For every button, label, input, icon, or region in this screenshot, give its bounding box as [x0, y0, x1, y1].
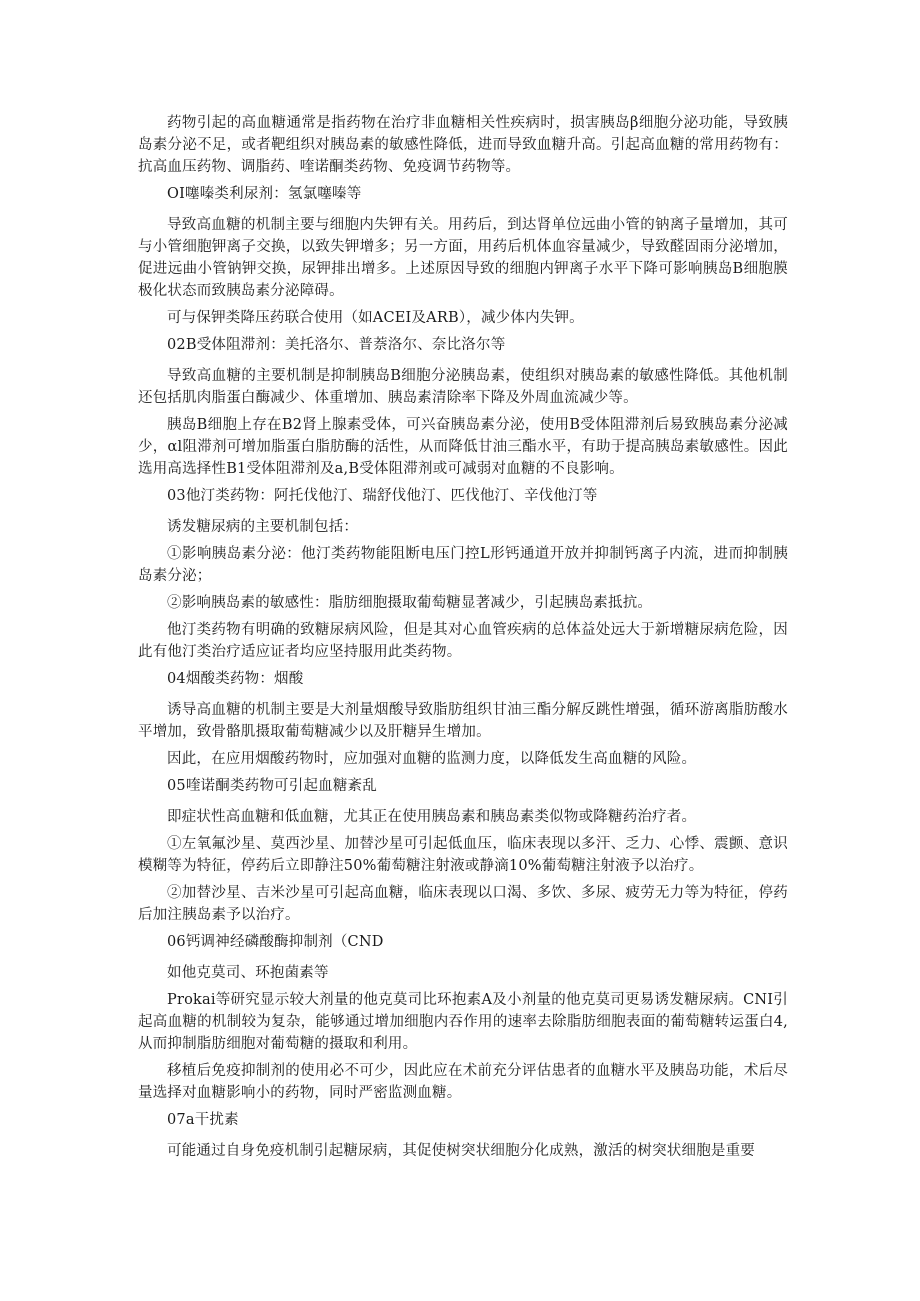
list-item: ②加替沙星、吉米沙星可引起高血糖，临床表现以口渴、多饮、多尿、疲劳无力等为特征，停药后加注胰岛素予以治疗。: [138, 885, 788, 923]
paragraph: 胰岛B细胞上存在B2肾上腺素受体，可兴奋胰岛素分泌，使用B受体阻滞剂后易致胰岛素分泌减少，αl阻滞剂可增加脂蛋白脂肪酶的活性，从而降低甘油三酯水平，有助于提高胰岛素敏感性。因此选用高选择性B1受体阻滞剂及a,B受体阻滞剂或可减弱对血糖的不良影响。: [138, 417, 788, 477]
section-heading-05: 05喹诺酮类药物可引起血糖紊乱: [167, 778, 377, 794]
list-item: ②影响胰岛素的敏感性：脂肪细胞摄取葡萄糖显著减少，引起胰岛素抵抗。: [167, 595, 653, 611]
list-item: ①影响胰岛素分泌：他汀类药物能阻断电压门控L形钙通道开放并抑制钙离子内流，进而抑制胰岛素分泌；: [138, 546, 788, 584]
paragraph: 移植后免疫抑制剂的使用必不可少，因此应在术前充分评估患者的血糖水平及胰岛功能，术后尽量选择对血糖影响小的药物，同时严密监测血糖。: [138, 1063, 788, 1101]
document-page: [138, 112, 788, 1162]
paragraph-intro: 药物引起的高血糖通常是指药物在治疗非血糖相关性疾病时，损害胰岛β细胞分泌功能，导致胰岛素分泌不足，或者靶组织对胰岛素的敏感性降低，进而导致血糖升高。引起高血糖的常用药物有：抗高血压药物、调脂药、喹诺酮类药物、免疫调节药物等。: [138, 115, 788, 175]
paragraph: 可能通过自身免疫机制引起糖尿病，其促使树突状细胞分化成熟，激活的树突状细胞是重要: [167, 1143, 755, 1159]
paragraph: 可与保钾类降压药联合使用（如ACEI及ARB），减少体内失钾。: [167, 310, 584, 326]
paragraph: 导致高血糖的机制主要与细胞内失钾有关。用药后，到达肾单位远曲小管的钠离子量增加，其可与小管细胞钾离子交换，以致失钾增多；另一方面，用药后机体血容量减少，导致醛固雨分泌增加，促进远曲小管钠钾交换，尿钾排出增多。上述原因导致的细胞内钾离子水平下降可影响胰岛B细胞膜极化状态而致胰岛素分泌障碍。: [138, 217, 788, 299]
paragraph: 诱发糖尿病的主要机制包括：: [167, 519, 359, 535]
section-heading-07: 07a干扰素: [167, 1112, 239, 1128]
paragraph: 他汀类药物有明确的致糖尿病风险，但是其对心血管疾病的总体益处远大于新增糖尿病危险，因此有他汀类治疗适应证者均应坚持服用此类药物。: [138, 622, 788, 660]
section-heading-01: OI噻嗪类利尿剂：氢氯噻嗪等: [167, 186, 362, 202]
paragraph: 即症状性高血糖和低血糖，尤其正在使用胰岛素和胰岛素类似物或降糖药治疗者。: [167, 809, 697, 825]
paragraph: 导致高血糖的主要机制是抑制胰岛B细胞分泌胰岛素，使组织对胰岛素的敏感性降低。其他机制还包括肌肉脂蛋白酶减少、体重增加、胰岛素清除率下降及外周血流减少等。: [138, 368, 788, 406]
paragraph: 如他克莫司、环抱菌素等: [167, 965, 329, 981]
paragraph: Prokai等研究显示较大剂量的他克莫司比环抱素A及小剂量的他克莫司更易诱发糖尿病。CNI引起高血糖的机制较为复杂，能够通过增加细胞内吞作用的速率去除脂肪细胞表面的葡萄糖转运蛋白4,从而抑制脂肪细胞对葡萄糖的摄取和利用。: [138, 992, 788, 1052]
section-heading-03: 03他汀类药物：阿托伐他汀、瑞舒伐他汀、匹伐他汀、辛伐他汀等: [167, 488, 598, 504]
paragraph: 诱导高血糖的机制主要是大剂量烟酸导致脂肪组织甘油三酯分解反跳性增强，循环游离脂肪酸水平增加，致骨骼肌摄取葡萄糖减少以及肝糖异生增加。: [138, 702, 788, 740]
section-heading-02: 02B受体阻滞剂：美托洛尔、普萘洛尔、奈比洛尔等: [167, 337, 506, 353]
list-item: ①左氧氟沙星、莫西沙星、加替沙星可引起低血压，临床表现以多汗、乏力、心悸、震颤、意识模糊等为特征，停药后立即静注50%葡萄糖注射液或静滴10%葡萄糖注射液予以治疗。: [138, 836, 788, 874]
paragraph: 因此，在应用烟酸药物时，应加强对血糖的监测力度，以降低发生高血糖的风险。: [167, 751, 697, 767]
section-heading-04: 04烟酸类药物：烟酸: [167, 671, 304, 687]
section-heading-06: 06钙调神经磷酸酶抑制剂（CND: [167, 934, 384, 950]
